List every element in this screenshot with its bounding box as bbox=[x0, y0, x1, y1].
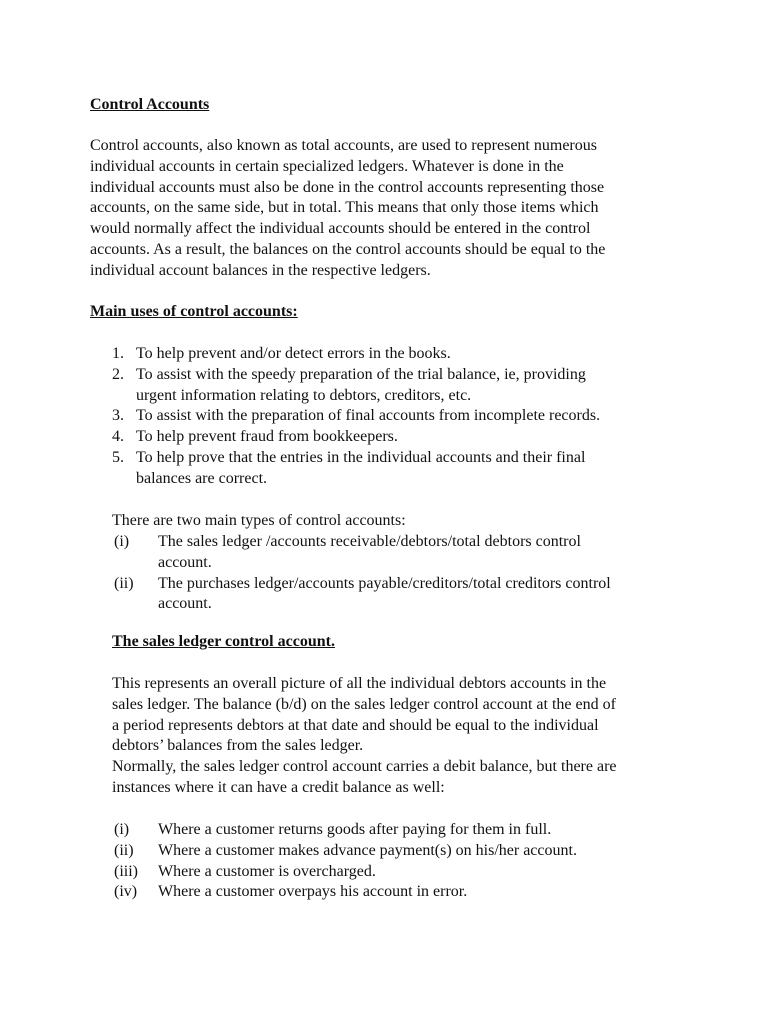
list-text: To help prove that the entries in the individual accounts and their final bbox=[136, 448, 586, 466]
slca-paragraph bbox=[112, 674, 712, 799]
list-text: To help prevent fraud from bookkeepers. bbox=[136, 428, 398, 446]
list-item bbox=[90, 532, 710, 574]
list-text: urgent information relating to debtors, creditors, etc. bbox=[136, 386, 472, 404]
page-title: Control Accounts bbox=[90, 96, 210, 113]
list-text: account. bbox=[158, 595, 212, 613]
intro-line: Control accounts, also known as total accounts, are used to represent numerous bbox=[90, 137, 597, 154]
slca-heading: The sales ledger control account. bbox=[112, 633, 335, 650]
types-intro: There are two main types of control accounts: bbox=[112, 512, 406, 529]
uses-heading: Main uses of control accounts: bbox=[90, 303, 298, 320]
list-number: 3. bbox=[112, 407, 124, 425]
list-number: 4. bbox=[112, 428, 124, 446]
list-number: (ii) bbox=[114, 574, 134, 592]
list-text: To assist with the speedy preparation of the trial balance, ie, providing bbox=[136, 365, 586, 383]
list-number: 1. bbox=[112, 345, 124, 362]
intro-line: individual accounts must also be done in the control accounts representing those bbox=[90, 178, 605, 196]
list-item bbox=[90, 862, 710, 883]
list-number: (i) bbox=[114, 533, 130, 550]
list-text: Where a customer is overcharged. bbox=[158, 862, 376, 880]
list-text: balances are correct. bbox=[136, 469, 268, 487]
list-item bbox=[90, 427, 710, 448]
list-item bbox=[90, 406, 710, 427]
list-text: account. bbox=[158, 553, 212, 571]
list-number: 5. bbox=[112, 448, 124, 466]
slca-line: Normally, the sales ledger control account carries a debit balance, but there are bbox=[112, 758, 617, 776]
list-number: (i) bbox=[114, 821, 130, 838]
list-item bbox=[90, 841, 710, 862]
slca-line: sales ledger. The balance (b/d) on the sales ledger control account at the end of bbox=[112, 695, 616, 713]
intro-line: would normally affect the individual accounts should be entered in the control bbox=[90, 220, 591, 238]
slca-line: debtors’ balances from the sales ledger. bbox=[112, 737, 364, 755]
slca-line: instances where it can have a credit balance as well: bbox=[112, 778, 445, 796]
list-text: Where a customer returns goods after paying for them in full. bbox=[158, 821, 552, 838]
list-item bbox=[90, 574, 710, 616]
list-number: (iii) bbox=[114, 862, 138, 880]
list-item bbox=[90, 365, 710, 407]
list-number: 2. bbox=[112, 365, 124, 383]
uses-list bbox=[90, 344, 710, 490]
list-text: To assist with the preparation of final accounts from incomplete records. bbox=[136, 407, 601, 425]
intro-paragraph bbox=[90, 136, 690, 282]
list-number: (iv) bbox=[114, 883, 138, 901]
instances-list bbox=[90, 820, 710, 903]
list-item bbox=[90, 344, 710, 365]
intro-line: individual account balances in the respective ledgers. bbox=[90, 261, 431, 279]
list-item bbox=[90, 448, 710, 490]
list-item bbox=[90, 882, 710, 903]
list-item bbox=[90, 820, 710, 841]
intro-line: individual accounts in certain specialized ledgers. Whatever is done in the bbox=[90, 157, 564, 175]
intro-line: accounts, on the same side, but in total. This means that only those items which bbox=[90, 199, 599, 217]
list-text: To help prevent and/or detect errors in the books. bbox=[136, 345, 451, 362]
slca-line: a period represents debtors at that date and should be equal to the individual bbox=[112, 716, 599, 734]
list-text: The sales ledger /accounts receivable/debtors/total debtors control bbox=[158, 533, 581, 550]
list-text: The purchases ledger/accounts payable/creditors/total creditors control bbox=[158, 574, 611, 592]
types-list bbox=[90, 532, 710, 615]
list-text: Where a customer overpays his account in error. bbox=[158, 883, 468, 901]
list-text: Where a customer makes advance payment(s) on his/her account. bbox=[158, 841, 577, 859]
slca-line: This represents an overall picture of all the individual debtors accounts in the bbox=[112, 675, 607, 692]
list-number: (ii) bbox=[114, 841, 134, 859]
intro-line: accounts. As a result, the balances on the control accounts should be equal to the bbox=[90, 240, 606, 258]
